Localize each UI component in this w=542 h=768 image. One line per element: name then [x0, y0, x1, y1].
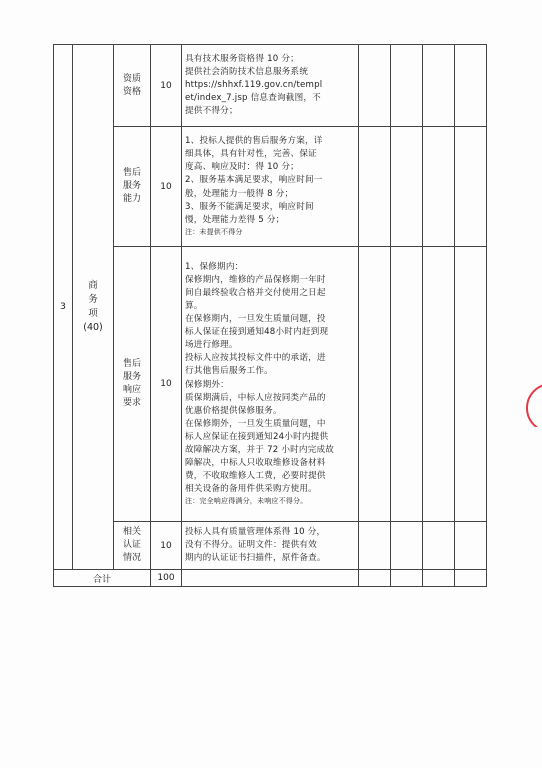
- blank-cell: [359, 45, 391, 127]
- blank-cell: [359, 570, 391, 587]
- blank-cell: [359, 522, 391, 570]
- blank-cell: [423, 247, 455, 522]
- blank-cell: [455, 45, 487, 127]
- seal-stamp: [526, 383, 542, 427]
- blank-cell: [391, 570, 423, 587]
- table-row: [54, 522, 487, 570]
- blank-cell: [391, 45, 423, 127]
- blank-cell: [359, 247, 391, 522]
- blank-cell: [455, 570, 487, 587]
- blank-cell: [423, 45, 455, 127]
- blank-cell: [423, 570, 455, 587]
- table-row: [54, 127, 487, 247]
- score-cell: 10: [151, 522, 182, 570]
- total-row: [54, 570, 487, 587]
- item-name-cell: 售后 服务 响应 要求: [114, 247, 151, 522]
- total-score: 100: [151, 570, 182, 587]
- category-cell: 商 务 项 (40): [73, 45, 114, 570]
- blank-cell: [359, 127, 391, 247]
- item-name-cell: 资质 资格: [114, 45, 151, 127]
- score-cell: 10: [151, 247, 182, 522]
- scoring-table: [53, 44, 487, 587]
- section-index: 3: [54, 45, 73, 570]
- criteria-cell: 具有技术服务资格得 10 分； 提供社会消防技术信息服务系统 https://shhxf.119.gov.cn/templ et/index_7.jsp 信息查询截图，不 提供不得分；: [182, 45, 359, 127]
- blank-cell: [391, 247, 423, 522]
- blank-cell: [455, 522, 487, 570]
- item-name-cell: 售后 服务 能力: [114, 127, 151, 247]
- blank-cell: [423, 522, 455, 570]
- criteria-cell: 1、保修期内： 保修期内，维修的产品保修期一年时 间自最终验收合格并交付使用之日起 算。 在保修期内，一旦发生质量问题，投 标人保证在接到通知48小时内赶到现 场进行修理。 投标人应按其投标文件中的承诺，进 行其他售后服务工作。 保修期外： 质保期满后，中标人应按同类产品的 优惠价格提供保修服务。 在保修期外，一旦发生质量问题，中 标人应保证在接到通知24小时内提供 故障解决方案，并于 72 小时内完成故 障解决，中标人只收取维修设备材料 费，不收取维修人工费，必要时提供 相关设备的备用件供采购方使用。 注：完全响应得满分，未响应不得分。: [182, 247, 359, 522]
- item-name-cell: 相关 认证 情况: [114, 522, 151, 570]
- blank-cell: [423, 127, 455, 247]
- table-row: [54, 247, 487, 522]
- note: 注：未提供不得分: [185, 227, 243, 236]
- blank-cell: [391, 127, 423, 247]
- table-row: [54, 45, 487, 127]
- criteria-cell: 1、投标人提供的售后服务方案，详 细具体，具有针对性，完善、保证 度高、响应及时：得 10 分； 2、服务基本满足要求，响应时间一 般，处理能力一般得 8 分； 3、服务不能满足要求，响应时间 慢，处理能力差得 5 分； 注：未提供不得分: [182, 127, 359, 247]
- blank-cell: [455, 127, 487, 247]
- blank-cell: [455, 247, 487, 522]
- note: 注：完全响应得满分，未响应不得分。: [185, 497, 308, 506]
- score-cell: 10: [151, 127, 182, 247]
- total-label: 合计: [54, 570, 151, 587]
- criteria-cell: 投标人具有质量管理体系得 10 分， 没有不得分。证明文件：提供有效 期内的认证证书扫描件，原件备查。: [182, 522, 359, 570]
- blank-cell: [391, 522, 423, 570]
- score-cell: 10: [151, 45, 182, 127]
- blank-cell: [182, 570, 359, 587]
